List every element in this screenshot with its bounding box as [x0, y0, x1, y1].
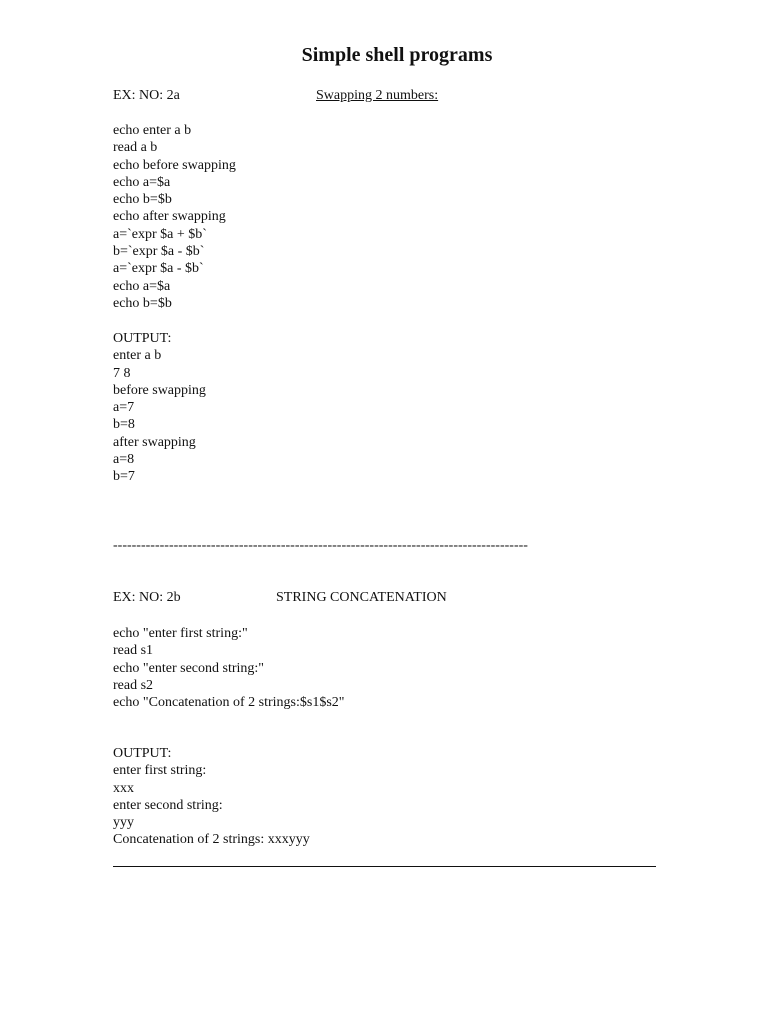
code-line: echo a=$a	[113, 278, 171, 294]
output-line: xxx	[113, 780, 134, 796]
code-line: echo enter a b	[113, 123, 192, 138]
output-line: after swapping	[113, 434, 196, 450]
output-line: b=8	[113, 417, 135, 433]
code-line: echo "enter first string:"	[113, 626, 248, 641]
output-line: enter a b	[113, 348, 162, 364]
ex1-code-block	[113, 122, 236, 312]
code-line: echo b=$b	[113, 192, 172, 208]
output-line: b=7	[113, 469, 135, 485]
bottom-rule	[113, 866, 656, 867]
output-label: OUTPUT:	[113, 746, 172, 761]
output-line: a=8	[113, 452, 135, 468]
output-line: Concatenation of 2 strings: xxxyyy	[113, 832, 310, 848]
code-line: echo "enter second string:"	[113, 660, 264, 676]
ex2-label: EX: NO: 2b	[113, 590, 181, 605]
code-line: echo "Concatenation of 2 strings:$s1$s2"	[113, 695, 345, 711]
output-line: enter first string:	[113, 763, 207, 779]
code-line: a=`expr $a + $b`	[113, 226, 207, 242]
dashed-separator: -----------------------------------------------------------------------------------------	[113, 538, 528, 553]
ex2-code-block	[113, 625, 345, 711]
output-line: yyy	[113, 815, 134, 831]
code-line: read a b	[113, 140, 158, 156]
output-label: OUTPUT:	[113, 331, 172, 346]
code-line: echo after swapping	[113, 209, 226, 225]
ex2-heading: STRING CONCATENATION	[276, 590, 447, 605]
code-line: read s2	[113, 677, 154, 693]
code-line: read s1	[113, 643, 154, 659]
ex1-output-block	[113, 330, 206, 486]
output-line: enter second string:	[113, 797, 223, 813]
output-line: a=7	[113, 400, 135, 416]
code-line: echo a=$a	[113, 174, 171, 190]
code-line: b=`expr $a - $b`	[113, 244, 205, 260]
output-line: before swapping	[113, 382, 206, 398]
ex2-output-block	[113, 745, 310, 849]
code-line: a=`expr $a - $b`	[113, 261, 204, 277]
code-line: echo b=$b	[113, 295, 172, 311]
code-line: echo before swapping	[113, 157, 236, 173]
ex1-heading: Swapping 2 numbers:	[316, 88, 439, 103]
output-line: 7 8	[113, 365, 131, 381]
page-title: Simple shell programs	[301, 44, 493, 66]
ex1-label: EX: NO: 2a	[113, 88, 180, 103]
